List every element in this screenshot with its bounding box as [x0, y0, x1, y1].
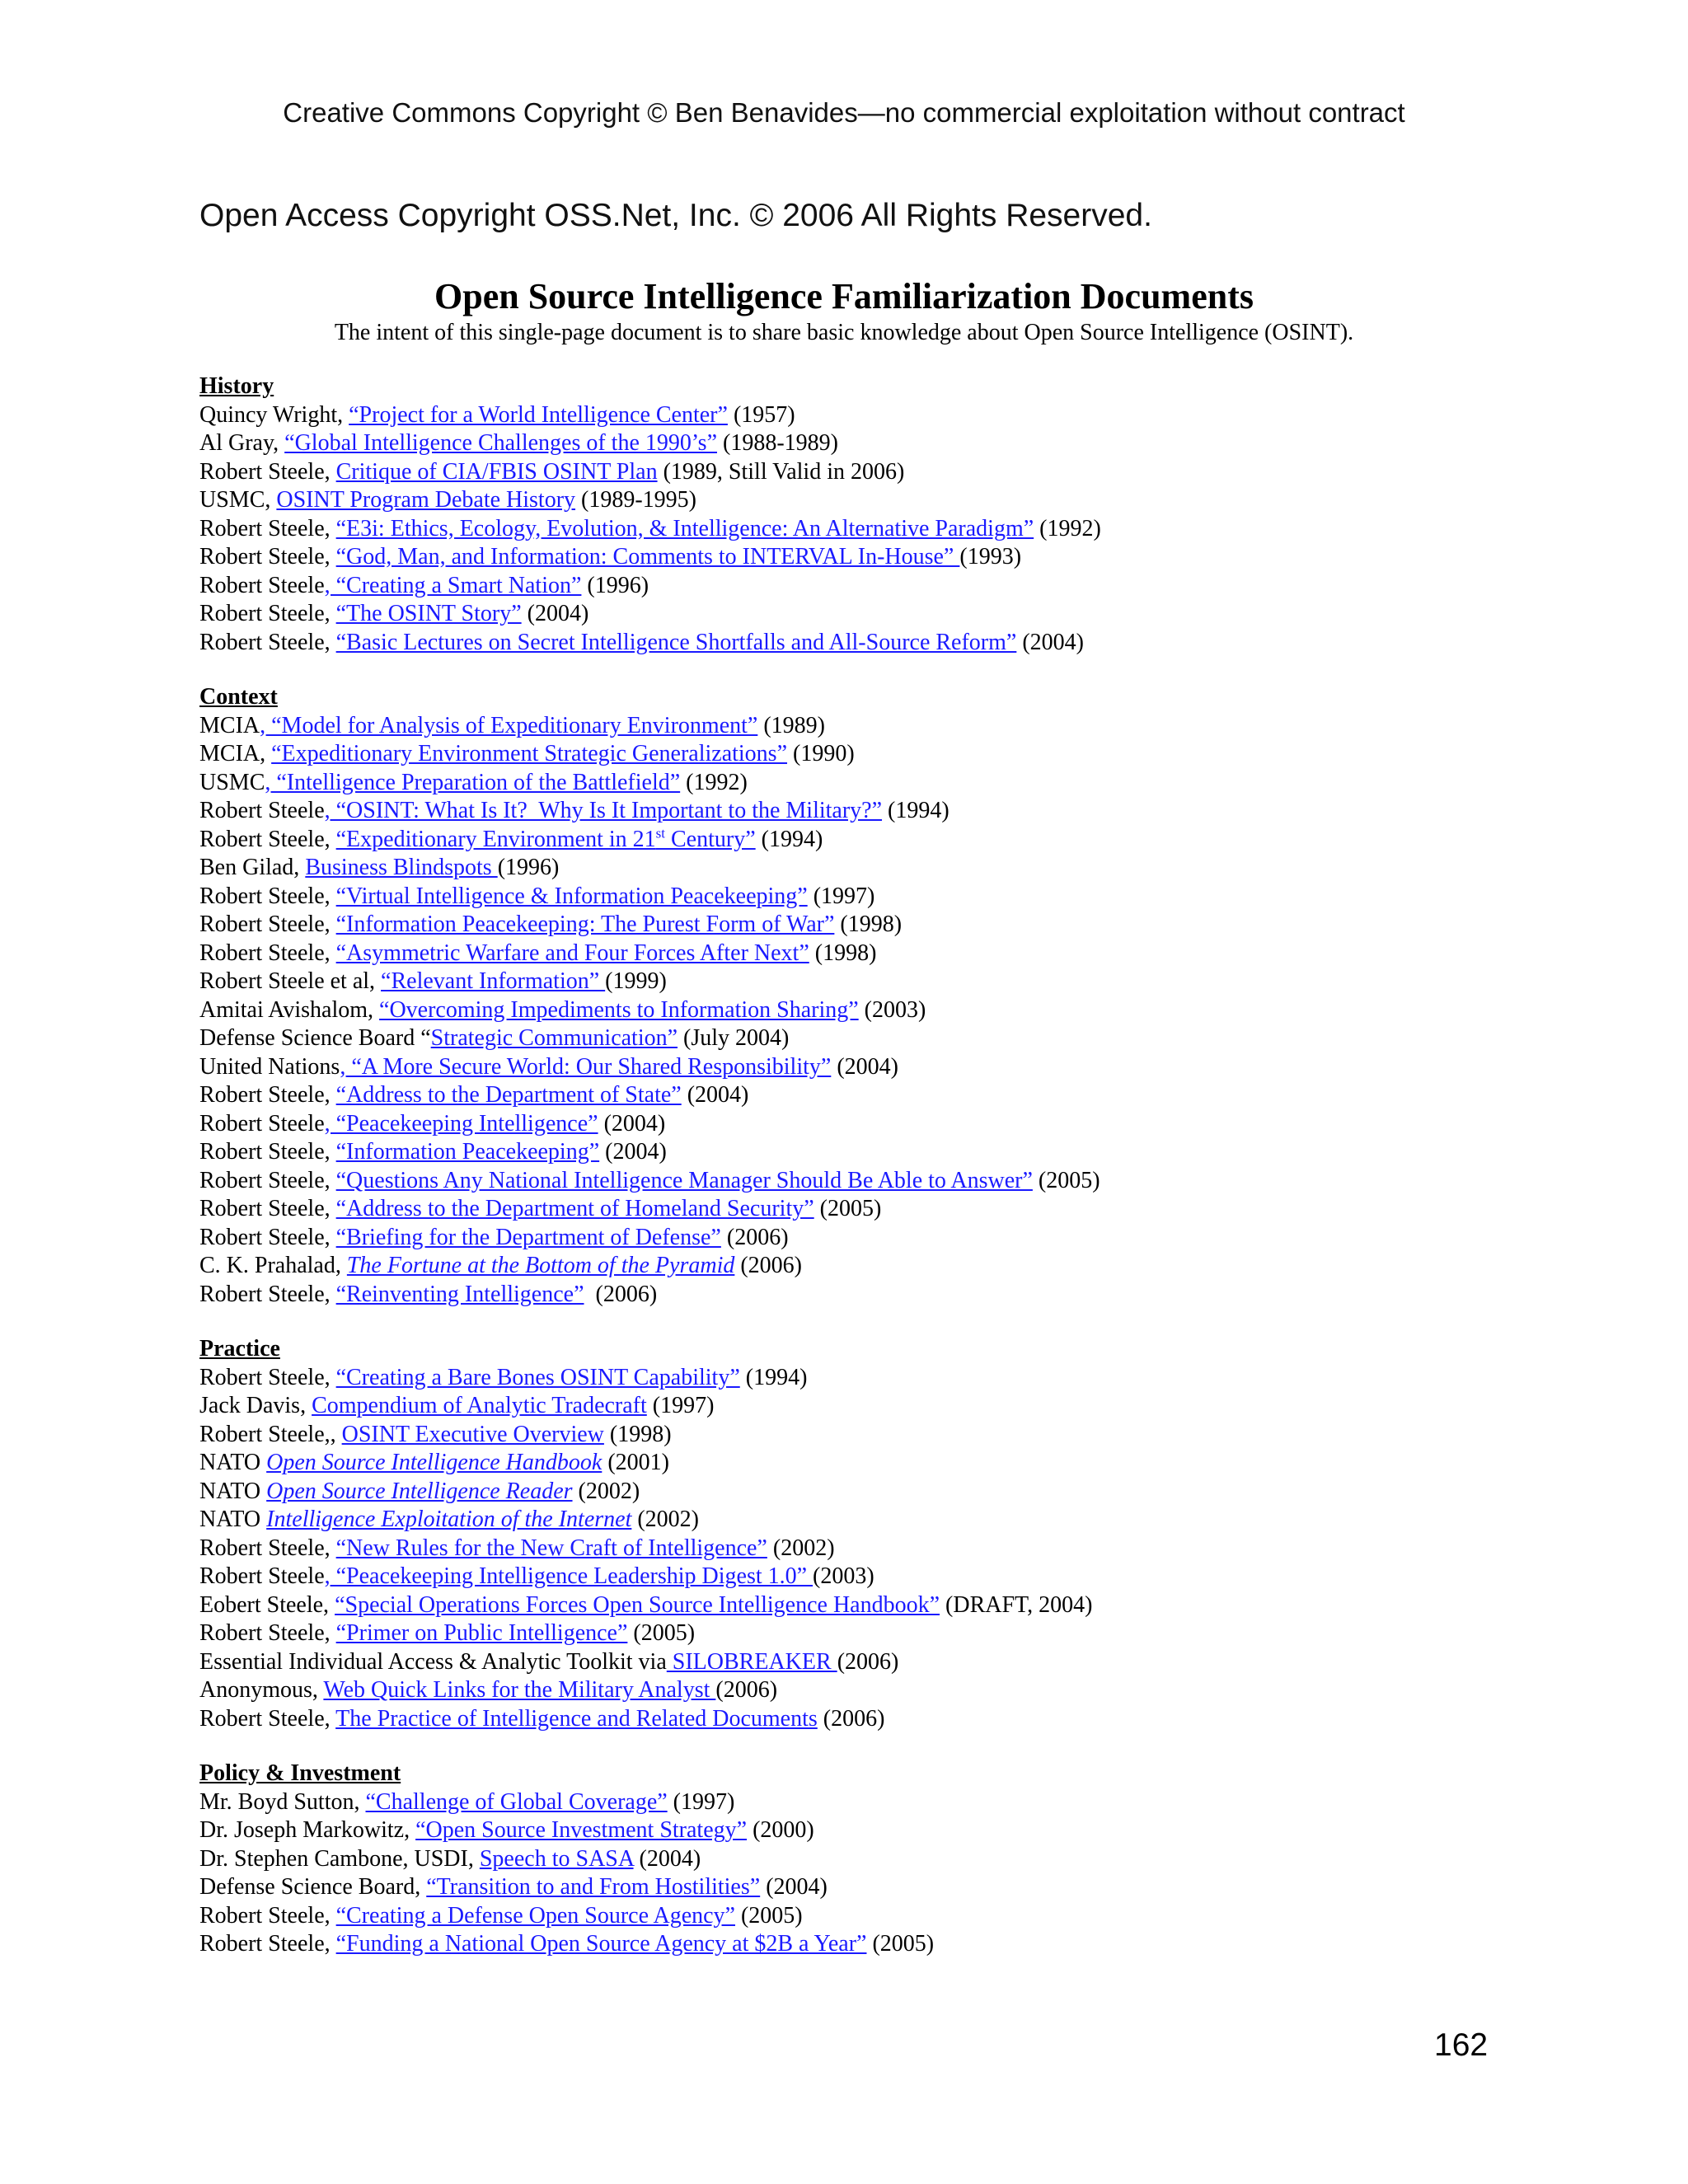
- reference-link-text: “Creating a Bare Bones OSINT Capability”: [335, 1364, 740, 1390]
- reference-entry: [199, 1053, 1601, 1082]
- reference-link-text: “New Rules for the New Craft of Intelligence”: [335, 1535, 767, 1561]
- entry-author: USMC,: [199, 487, 277, 513]
- reference-entry: [199, 1788, 1601, 1817]
- reference-link-text: “Address to the Department of State”: [335, 1082, 682, 1108]
- entry-author: Robert Steele,: [199, 458, 336, 485]
- reference-link-text: “God, Man, and Information: Comments to INTERVAL In-House”: [335, 544, 960, 569]
- entry-date: (2005): [1032, 1167, 1100, 1193]
- reference-link[interactable]: [336, 1535, 767, 1561]
- entry-date: (2002): [572, 1478, 640, 1504]
- reference-link-text: , “A More Secure World: Our Shared Responsibility”: [340, 1053, 832, 1080]
- reference-link[interactable]: [336, 1196, 814, 1221]
- entry-date: (1992): [680, 769, 748, 795]
- section-heading: Policy & Investment: [199, 1760, 401, 1786]
- entry-author: Anonymous,: [199, 1677, 324, 1703]
- reference-link[interactable]: [265, 770, 680, 795]
- reference-entry: [199, 1816, 1601, 1845]
- entry-author: Essential Individual Access & Analytic Toolkit via: [199, 1648, 667, 1675]
- reference-link[interactable]: [335, 1706, 818, 1732]
- entry-date: (1998): [603, 1421, 672, 1447]
- entry-date: (1994): [882, 798, 950, 823]
- entry-author: Amitai Avishalom,: [199, 996, 380, 1023]
- entry-date: (2004): [1016, 629, 1084, 655]
- reference-link[interactable]: [336, 1168, 1033, 1193]
- reference-link-text: The Fortune at the Bottom of the Pyramid: [346, 1253, 735, 1278]
- entry-author: Robert Steele,: [199, 912, 336, 937]
- entry-date: (1999): [605, 968, 667, 994]
- reference-link-text: “Briefing for the Department of Defense”: [335, 1224, 721, 1250]
- reference-link-text: “Questions Any National Intelligence Manager Should Be Able to Answer”: [335, 1167, 1033, 1193]
- entry-date: (2006): [734, 1253, 803, 1278]
- reference-link-text: OSINT Executive Overview: [341, 1421, 604, 1447]
- reference-entry: [199, 883, 1601, 912]
- reference-entry: [199, 1195, 1601, 1224]
- reference-link[interactable]: [336, 1282, 584, 1307]
- reference-link[interactable]: [336, 516, 1034, 541]
- reference-link[interactable]: [480, 1846, 634, 1872]
- section-context: [199, 683, 1601, 1309]
- reference-link[interactable]: [335, 1592, 940, 1618]
- reference-entry: [199, 1506, 1601, 1535]
- reference-entry: [199, 1024, 1601, 1053]
- reference-link-text: “Overcoming Impediments to Information Sharing”: [379, 996, 859, 1023]
- reference-link-text: The Practice of Intelligence and Related Documents: [335, 1705, 818, 1732]
- entry-author: Robert Steele,: [199, 1535, 336, 1561]
- entry-date: (1998): [834, 912, 903, 937]
- reference-link-text: OSINT Program Debate History: [276, 487, 576, 513]
- reference-link[interactable]: [276, 487, 575, 513]
- reference-link[interactable]: [284, 430, 717, 456]
- entry-author: Dr. Stephen Cambone, USDI,: [199, 1845, 480, 1872]
- entry-author: Robert Steele: [199, 1563, 325, 1589]
- reference-link[interactable]: [336, 827, 756, 852]
- entry-author: United Nations: [199, 1053, 340, 1080]
- entry-date: (2004): [633, 1845, 701, 1872]
- reference-link-text: Strategic Communication”: [430, 1025, 678, 1051]
- entry-date: (1997): [646, 1393, 715, 1418]
- reference-link[interactable]: [271, 741, 787, 766]
- entry-author: Robert Steele,: [199, 1167, 336, 1193]
- entry-date: (2006): [720, 1224, 789, 1250]
- entry-author: Robert Steele: [199, 798, 325, 823]
- entry-author: Quincy Wright,: [199, 401, 349, 428]
- reference-link-text: , “Creating a Smart Nation”: [324, 572, 582, 598]
- entry-date: (July 2004): [678, 1025, 790, 1051]
- reference-link-text: , “Intelligence Preparation of the Battlefield”: [265, 769, 681, 795]
- reference-entry: [199, 1845, 1601, 1874]
- entry-author: Robert Steele,: [199, 1281, 336, 1307]
- reference-link-text: “Funding a National Open Source Agency at $2B a Year”: [335, 1931, 867, 1957]
- reference-link-text: Intelligence Exploitation of the Internet: [266, 1507, 632, 1532]
- entry-author: Robert Steele et al,: [199, 968, 382, 994]
- entry-date: (1994): [739, 1364, 808, 1390]
- reference-entry: [199, 1224, 1601, 1253]
- reference-link[interactable]: [336, 1365, 740, 1390]
- reference-link-text: “Transition to and From Hostilities”: [426, 1874, 761, 1900]
- entry-date: (1997): [667, 1788, 735, 1815]
- reference-link-text: “Basic Lectures on Secret Intelligence Shortfalls and All-Source Reform”: [335, 629, 1017, 655]
- reference-link[interactable]: [336, 940, 809, 966]
- entry-author: Robert Steele,: [199, 1082, 336, 1108]
- entry-author: NATO: [199, 1450, 267, 1475]
- section-heading: History: [199, 373, 274, 399]
- reference-link-text: SILOBREAKER: [666, 1648, 837, 1675]
- reference-entry: [199, 1392, 1601, 1421]
- reference-link-text: “Expeditionary Environment Strategic Generalizations”: [271, 741, 788, 766]
- reference-link-text: “Global Intelligence Challenges of the 1990’s”: [284, 430, 717, 456]
- entry-author: Robert Steele,: [199, 1705, 336, 1732]
- entry-date: (1989): [757, 712, 825, 738]
- entry-author: Ben Gilad,: [199, 855, 306, 880]
- reference-entry: [199, 600, 1601, 629]
- reference-entry: [199, 1676, 1601, 1705]
- reference-entry: [199, 769, 1601, 798]
- reference-link[interactable]: [305, 855, 497, 880]
- reference-entry: [199, 486, 1601, 515]
- reference-link[interactable]: [312, 1393, 647, 1418]
- reference-link[interactable]: [325, 798, 882, 823]
- reference-link[interactable]: [336, 601, 522, 626]
- creative-commons-header: Creative Commons Copyright © Ben Benavides—no commercial exploitation without contract: [283, 97, 1405, 128]
- reference-link[interactable]: [323, 1677, 715, 1703]
- reference-link[interactable]: [379, 997, 859, 1023]
- entry-author: Dr. Joseph Markowitz,: [199, 1817, 416, 1843]
- reference-entry: [199, 1619, 1601, 1648]
- entry-author: Robert Steele,: [199, 1364, 336, 1390]
- reference-link[interactable]: [340, 1054, 831, 1080]
- reference-link[interactable]: [266, 1507, 631, 1532]
- reference-link[interactable]: [381, 968, 605, 994]
- reference-entry: [199, 1563, 1601, 1591]
- entry-date: (1989, Still Valid in 2006): [657, 458, 905, 485]
- entry-date: (1992): [1034, 515, 1101, 541]
- reference-link-text: Compendium of Analytic Tradecraft: [312, 1393, 647, 1418]
- reference-entry: [199, 1535, 1601, 1563]
- reference-link-text: “Expeditionary Environment in 21: [335, 826, 656, 852]
- reference-entry: [199, 1478, 1601, 1507]
- entry-author: USMC: [199, 769, 265, 795]
- reference-link-text: Speech to SASA: [479, 1845, 634, 1872]
- reference-link[interactable]: [266, 1450, 602, 1475]
- entry-date: (2003): [858, 996, 926, 1023]
- reference-entry: [199, 712, 1601, 741]
- reference-link[interactable]: [347, 1253, 735, 1278]
- entry-author: C. K. Prahalad,: [199, 1253, 347, 1278]
- entry-author: Robert Steele: [199, 572, 325, 598]
- reference-entry: [199, 429, 1601, 458]
- reference-entry: [199, 1930, 1601, 1959]
- reference-entry: [199, 968, 1601, 996]
- reference-link[interactable]: [325, 1563, 813, 1589]
- reference-link[interactable]: [336, 1620, 628, 1646]
- reference-link[interactable]: [336, 1139, 600, 1165]
- reference-link-text: “Relevant Information”: [381, 968, 606, 994]
- entry-author: Robert Steele,: [199, 1224, 336, 1250]
- entry-author: Robert Steele: [199, 1110, 325, 1137]
- entry-date: (2004): [760, 1874, 828, 1900]
- reference-entry: [199, 458, 1601, 487]
- reference-entry: [199, 797, 1601, 826]
- entry-author: Robert Steele,: [199, 1931, 336, 1957]
- entry-author: Robert Steele,: [199, 601, 336, 626]
- reference-link-text: , “OSINT: What Is It? Why Is It Important to the Military?”: [324, 798, 883, 823]
- reference-link[interactable]: [336, 1931, 867, 1957]
- reference-entry: [199, 1281, 1601, 1310]
- oss-copyright-header: Open Access Copyright OSS.Net, Inc. © 2006 All Rights Reserved.: [199, 198, 1152, 233]
- reference-entry: [199, 1591, 1601, 1620]
- reference-link[interactable]: [336, 544, 960, 569]
- reference-link[interactable]: [365, 1789, 667, 1815]
- reference-link-text: “Reinventing Intelligence”: [335, 1281, 584, 1307]
- page-number: 162: [1434, 2027, 1489, 2063]
- entry-date: (2005): [866, 1931, 935, 1957]
- entry-author: MCIA: [199, 712, 260, 738]
- entry-author: Defense Science Board,: [199, 1874, 427, 1900]
- entry-date: (2002): [767, 1535, 835, 1561]
- entry-author: Al Gray,: [199, 430, 285, 456]
- entry-date: (2004): [521, 601, 589, 626]
- reference-entry: [199, 543, 1601, 572]
- entry-date: (2006): [584, 1281, 658, 1307]
- reference-link-text: Century”: [665, 826, 756, 852]
- reference-link[interactable]: [336, 1903, 735, 1929]
- reference-link-text: Critique of CIA/FBIS OSINT Plan: [335, 458, 658, 485]
- reference-link-text: “Creating a Defense Open Source Agency”: [335, 1902, 735, 1929]
- reference-entry: [199, 1873, 1601, 1902]
- reference-link-text: “The OSINT Story”: [335, 601, 522, 626]
- entry-date: (1998): [809, 940, 877, 966]
- reference-link[interactable]: [342, 1422, 604, 1447]
- entry-date: (2004): [831, 1053, 898, 1080]
- entry-date: (2004): [681, 1082, 749, 1108]
- reference-link[interactable]: [336, 883, 808, 909]
- entry-date: (2005): [814, 1196, 882, 1221]
- reference-link-text: , “Peacekeeping Intelligence Leadership Digest 1.0”: [324, 1563, 814, 1589]
- reference-link-text: “Challenge of Global Coverage”: [365, 1788, 668, 1815]
- reference-link-text: “Asymmetric Warfare and Four Forces After Next”: [335, 940, 809, 966]
- entry-date: (1993): [959, 544, 1022, 569]
- reference-link-text: “Information Peacekeeping: The Purest Form of War”: [335, 912, 835, 937]
- document-intro: The intent of this single-page document is to share basic knowledge about Open Source Intelligence (OSINT).: [334, 320, 1354, 345]
- entry-date: (1988-1989): [717, 430, 838, 456]
- reference-link-text: “Virtual Intelligence & Information Peacekeeping”: [335, 883, 808, 909]
- entry-date: (2006): [817, 1705, 885, 1732]
- reference-link[interactable]: [336, 630, 1017, 655]
- reference-entry: [199, 1648, 1601, 1677]
- entry-author: Robert Steele,: [199, 826, 336, 852]
- entry-author: Jack Davis,: [199, 1393, 312, 1418]
- entry-author: Robert Steele,,: [199, 1421, 342, 1447]
- entry-author: Robert Steele,: [199, 629, 336, 655]
- reference-entry: [199, 1081, 1601, 1110]
- reference-link-text: Web Quick Links for the Military Analyst: [323, 1677, 716, 1703]
- reference-entry: [199, 1138, 1601, 1167]
- reference-entry: [199, 1705, 1601, 1734]
- entry-author: NATO: [199, 1507, 267, 1532]
- entry-date: (1994): [755, 826, 823, 852]
- entry-author: Robert Steele,: [199, 1196, 336, 1221]
- entry-author: Defense Science Board “: [199, 1025, 431, 1051]
- entry-date: (1990): [787, 741, 855, 766]
- reference-entry: [199, 572, 1601, 601]
- entry-date: (1957): [727, 401, 795, 428]
- reference-link-text: Open Source Intelligence Handbook: [266, 1450, 603, 1475]
- entry-author: NATO: [199, 1478, 267, 1504]
- reference-link-text: Business Blindspots: [305, 855, 498, 880]
- reference-link-text: “Address to the Department of Homeland Security”: [335, 1196, 814, 1221]
- reference-entry: [199, 1421, 1601, 1450]
- reference-link-text: Open Source Intelligence Reader: [266, 1478, 573, 1504]
- superscript: st: [655, 825, 665, 841]
- reference-link[interactable]: [260, 713, 757, 738]
- section-heading: Context: [199, 684, 278, 710]
- reference-entry: [199, 826, 1601, 855]
- entry-author: Eobert Steele,: [199, 1591, 335, 1618]
- section-history: [199, 373, 1601, 657]
- entry-author: MCIA,: [199, 741, 272, 766]
- entry-author: Mr. Boyd Sutton,: [199, 1788, 366, 1815]
- reference-entry: [199, 911, 1601, 940]
- reference-entry: [199, 940, 1601, 968]
- reference-entry: [199, 1364, 1601, 1393]
- entry-date: (2003): [813, 1563, 874, 1589]
- reference-link[interactable]: [336, 1082, 682, 1108]
- reference-link[interactable]: [667, 1649, 837, 1675]
- reference-link-text: “Primer on Public Intelligence”: [335, 1620, 628, 1646]
- reference-entry: [199, 996, 1601, 1025]
- section-policy-investment: [199, 1760, 1601, 1959]
- entry-author: Robert Steele,: [199, 883, 336, 909]
- reference-entry: [199, 1449, 1601, 1478]
- section-heading: Practice: [199, 1336, 280, 1361]
- reference-link[interactable]: [431, 1025, 678, 1051]
- reference-link[interactable]: [336, 459, 658, 485]
- entry-date: (2005): [627, 1620, 696, 1646]
- entry-date: (DRAFT, 2004): [940, 1591, 1093, 1618]
- reference-entry: [199, 401, 1601, 430]
- reference-link-text: , “Peacekeeping Intelligence”: [324, 1110, 598, 1137]
- reference-link[interactable]: [336, 1225, 721, 1250]
- entry-author: Robert Steele,: [199, 1902, 336, 1929]
- reference-entry: [199, 515, 1601, 544]
- entry-author: Robert Steele,: [199, 515, 336, 541]
- entry-date: (2005): [734, 1902, 803, 1929]
- entry-date: (1996): [497, 855, 560, 880]
- reference-link-text: , “Model for Analysis of Expeditionary Environment”: [260, 712, 758, 738]
- reference-entry: [199, 1167, 1601, 1196]
- reference-link[interactable]: [266, 1479, 572, 1504]
- reference-link-text: “Open Source Investment Strategy”: [415, 1817, 748, 1843]
- entry-date: (1996): [581, 572, 649, 598]
- entry-author: Robert Steele,: [199, 1139, 336, 1165]
- reference-link-text: “E3i: Ethics, Ecology, Evolution, & Intelligence: An Alternative Paradigm”: [335, 515, 1034, 541]
- entry-author: Robert Steele,: [199, 1620, 336, 1646]
- entry-date: (2006): [715, 1677, 778, 1703]
- reference-entry: [199, 854, 1601, 883]
- reference-entry: [199, 1110, 1601, 1139]
- entry-author: Robert Steele,: [199, 940, 336, 966]
- reference-link-text: “Information Peacekeeping”: [335, 1139, 600, 1165]
- entry-date: (2000): [747, 1817, 814, 1843]
- entry-date: (1989-1995): [575, 487, 697, 513]
- entry-date: (2006): [837, 1648, 899, 1675]
- reference-link[interactable]: [325, 573, 582, 598]
- reference-entry: [199, 1252, 1601, 1281]
- reference-link-text: “Project for a World Intelligence Center”: [349, 401, 728, 428]
- reference-entry: [199, 1902, 1601, 1931]
- reference-link-text: “Special Operations Forces Open Source Intelligence Handbook”: [335, 1591, 940, 1618]
- entry-date: (2001): [602, 1450, 669, 1475]
- reference-link[interactable]: [426, 1874, 760, 1900]
- entry-date: (2004): [598, 1110, 666, 1137]
- section-practice: [199, 1335, 1601, 1733]
- reference-entry: [199, 740, 1601, 769]
- entry-date: (1997): [807, 883, 875, 909]
- entry-author: Robert Steele,: [199, 544, 336, 569]
- document-title: Open Source Intelligence Familiarization Documents: [434, 276, 1254, 316]
- entry-date: (2002): [631, 1507, 700, 1532]
- reference-entry: [199, 629, 1601, 658]
- reference-link[interactable]: [325, 1111, 598, 1137]
- document-body: [199, 373, 1601, 1985]
- reference-link[interactable]: [415, 1817, 747, 1843]
- reference-link[interactable]: [349, 402, 728, 428]
- reference-link[interactable]: [336, 912, 835, 937]
- entry-date: (2004): [599, 1139, 667, 1165]
